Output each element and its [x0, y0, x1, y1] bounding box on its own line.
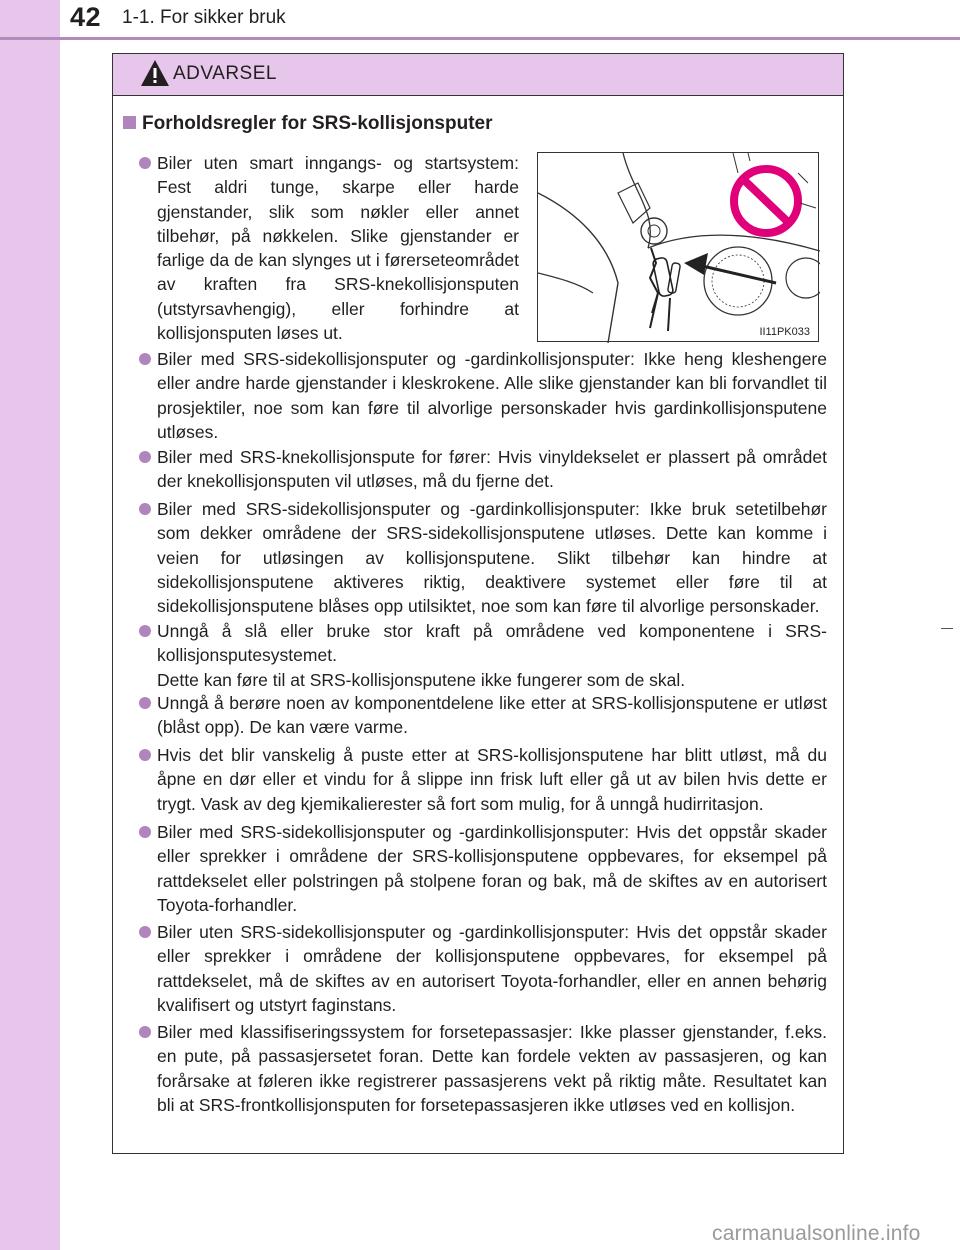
warning-label: ADVARSEL [173, 63, 277, 84]
bullet-dot-icon [139, 503, 151, 515]
list-item [157, 1020, 827, 1117]
bullet-dot-icon [139, 353, 151, 365]
square-bullet-icon [123, 116, 136, 129]
watermark: carmanualsonline.info [712, 1222, 921, 1245]
side-color-strip [0, 0, 60, 1250]
warning-triangle-icon [140, 59, 170, 87]
bullet-dot-icon [139, 926, 151, 938]
bullet-dot-icon [139, 157, 151, 169]
figure-code: II11PK033 [759, 326, 810, 338]
list-item-text: Unngå å berøre noen av komponentdelene like etter at SRS-kollisjonsputene er utløst (blåst opp). De kan være varme. [157, 693, 827, 738]
bullet-dot-icon [139, 1026, 151, 1038]
list-item-text: Biler med SRS-sidekollisjonsputer og -gardinkollisjonsputer: Ikke bruk setetilbehør som dekker områdene der SRS-sidekollisjonsputene utløses. Dette kan komme i veien for utløsingen av kollisjonsputene. Slikt tilbehør kan hindre at sidekollisjonsputene aktiveres riktig, deaktivere systemet eller føre til at sidekollisjonsputene blåses opp utilsiktet, noe som kan føre til alvorlige personskader. [157, 499, 827, 617]
list-item [157, 151, 519, 345]
bullet-dot-icon [139, 826, 151, 838]
list-item [157, 445, 827, 494]
list-item-text: Biler med SRS-sidekollisjonsputer og -gardinkollisjonsputer: Hvis det oppstår skader eller sprekker i områdene der SRS-kollisjonsputene oppbevares, for eksempel på rattdekselet eller polstringen på stolpene foran og bak, må de skiftes av en autorisert Toyota-forhandler. [157, 822, 827, 915]
ignition-key-illustration [538, 153, 820, 343]
bullet-dot-icon [139, 749, 151, 761]
list-item-text: Unngå å slå eller bruke stor kraft på områdene ved komponentene i SRS-kollisjonsputesystemet. [157, 621, 827, 666]
list-item-text: Hvis det blir vanskelig å puste etter at SRS-kollisjonsputene har blitt utløst, må du åpne en dør eller et vindu for å slippe inn frisk luft eller gå ut av bilen hvis dette er trygt. Vask av deg kjemikalierester så fort som mulig, for å unngå hudirritasjon. [157, 745, 827, 814]
bullet-dot-icon [139, 625, 151, 637]
list-item [157, 619, 827, 692]
list-item [157, 743, 827, 816]
list-item-text: Biler med SRS-knekollisjonspute for fører: Hvis vinyldekselet er plassert på området der knekollisjonsputen vil utløses, må du fjerne det. [157, 447, 827, 492]
list-item-text: Biler uten SRS-sidekollisjonsputer og -gardinkollisjonsputer: Hvis det oppstår skader eller sprekker i områdene der kollisjonsputene oppbevares, for eksempel på rattdekselet, må de skiftes av en autorisert Toyota-forhandler, eller en annen behørig kvalifisert og utstyrt faginstans. [157, 922, 827, 1015]
list-item-text: Biler med klassifiseringssystem for forsetepassasjer: Ikke plasser gjenstander, f.eks. en pute, på passasjersetet foran. Dette kan fordele vekten av passasjeren, og kan forårsake at føleren ikke registrerer passasjerens vekt på riktig måte. Resultatet kan bli at SRS-frontkollisjonsputen for forsetepassasjeren ikke utløses ved en kollisjon. [157, 1022, 827, 1115]
section-title: 1-1. For sikker bruk [122, 7, 286, 28]
list-item [157, 691, 827, 740]
header-rule [0, 37, 960, 40]
list-item-text: Biler uten smart inngangs- og startsystem: Fest aldri tunge, skarpe eller harde gjenstander, slik som nøkler eller annet tilbehør, på nøkkelen. Slike gjenstander er farlige da de kan slynges ut i førerseteområdet av kraften fra SRS-knekollisjonsputen (utstyrsavhengig), eller forhindre at kollisjonsputen løses ut. [157, 153, 519, 344]
list-item [157, 497, 827, 618]
subheading-text: Forholdsregler for SRS-kollisjonsputer [142, 113, 493, 134]
warning-header [113, 54, 843, 96]
list-item-text: Biler med SRS-sidekollisjonsputer og -gardinkollisjonsputer: Ikke heng kleshengere eller andre harde gjenstander i kleskrokene. Alle slike gjenstander kan bli forvandlet til prosjektiler, noe som kan føre til alvorlige personskader hvis gardinkollisjonsputene utløses. [157, 349, 827, 442]
bullet-dot-icon [139, 451, 151, 463]
bullet-dot-icon [139, 697, 151, 709]
page-number: 42 [70, 2, 102, 32]
list-item [157, 347, 827, 444]
list-item [157, 820, 827, 917]
subheading [123, 113, 493, 135]
warning-box [112, 53, 844, 1154]
list-item [157, 920, 827, 1017]
key-warning-illustration [537, 152, 819, 342]
list-item-continuation: Dette kan føre til at SRS-kollisjonsputene ikke fungerer som de skal. [157, 669, 686, 690]
crop-mark [941, 628, 953, 629]
